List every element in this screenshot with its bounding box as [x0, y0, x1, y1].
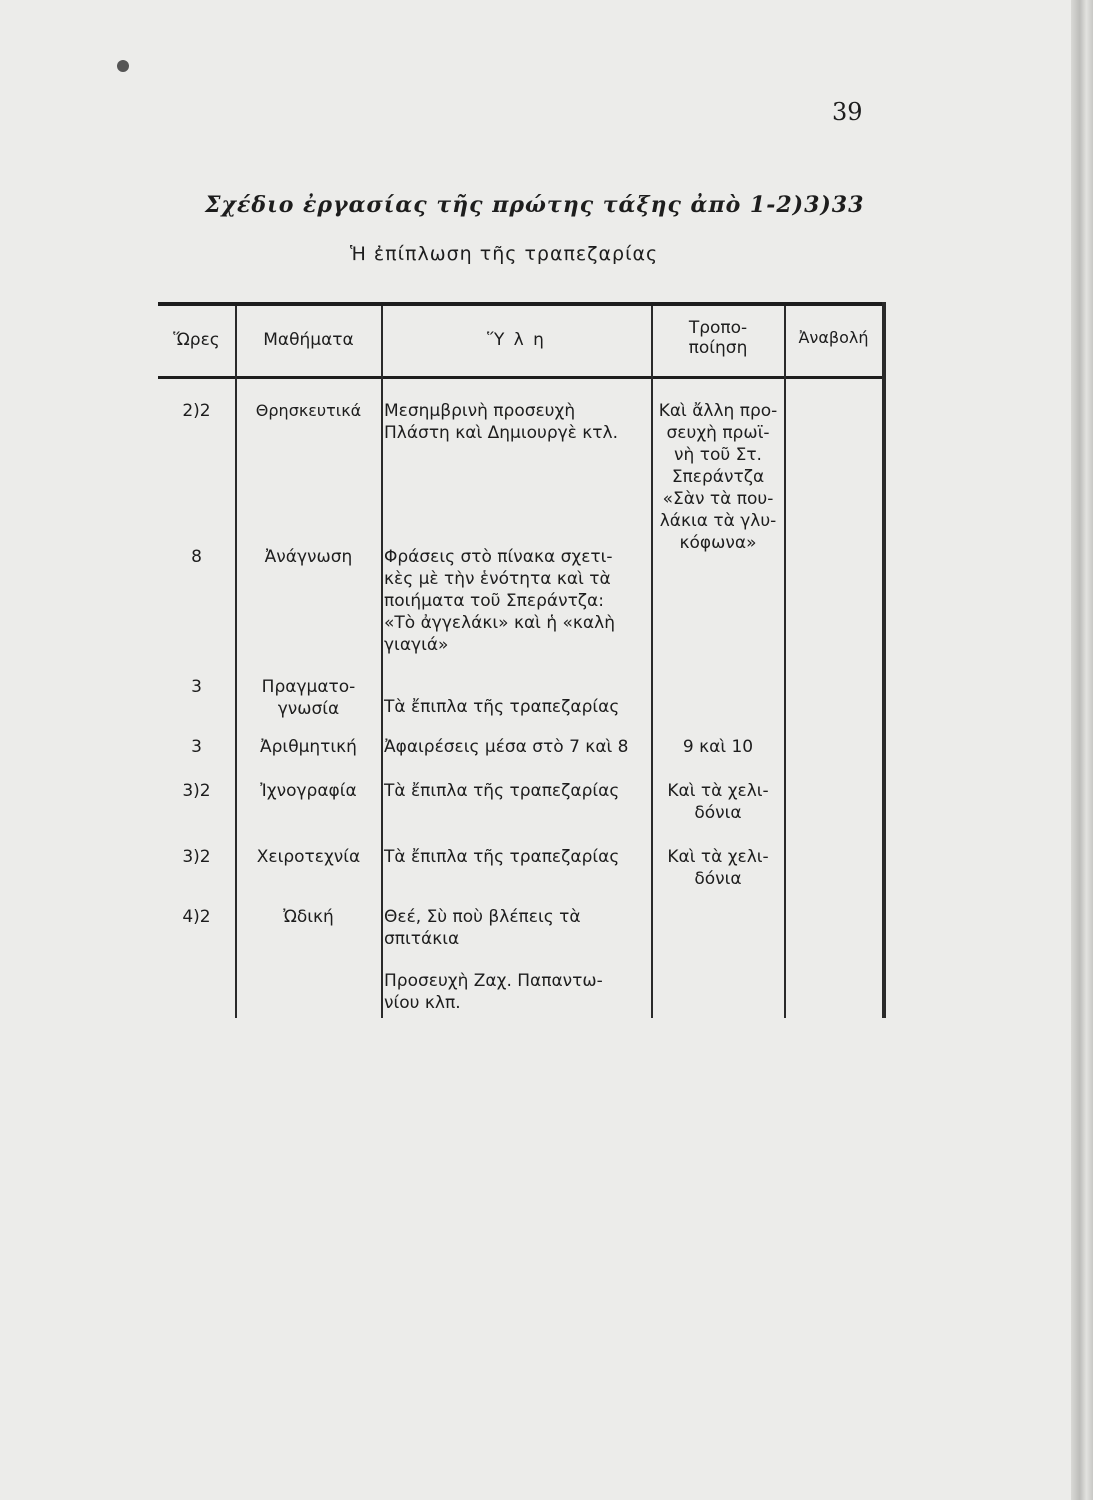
- table-right-border: [882, 302, 886, 1018]
- row-hours: 3)2: [182, 847, 211, 867]
- row-modification: [652, 400, 784, 554]
- column-divider: [784, 306, 786, 1018]
- header-modification-line: Τροπο-: [688, 318, 748, 338]
- material-line: Τὰ ἔπιπλα τῆς τραπεζαρίας: [384, 847, 620, 867]
- modification-line: λάκια τὰ γλυ-: [659, 511, 777, 531]
- modification-line: Καὶ τὰ χελι-: [667, 847, 769, 867]
- header-postponement: Ἀναβολή: [798, 328, 869, 347]
- header-material: Ὕ λ η: [487, 330, 546, 350]
- modification-line: δόνια: [694, 803, 742, 823]
- row-material: [384, 780, 649, 802]
- row-material: [384, 846, 649, 868]
- row-subject: [236, 676, 381, 720]
- row-subject: Θρησκευτικά: [255, 401, 362, 420]
- row-subject: Ὠδική: [283, 907, 334, 927]
- material-line: «Τὸ ἀγγελάκι» καὶ ἡ «καλὴ: [384, 613, 615, 633]
- material-line: Πλάστη καὶ Δημιουργὲ κτλ.: [384, 423, 618, 443]
- row-material: [384, 546, 649, 656]
- row-subject: Ἀριθμητική: [260, 737, 357, 757]
- row-subject: Ἰχνογραφία: [260, 781, 357, 801]
- page-number: 39: [832, 98, 863, 126]
- modification-line: Σπεράντζα: [671, 467, 765, 487]
- row-hours: 3: [191, 677, 202, 697]
- row-hours: 3: [191, 737, 202, 757]
- material-line: Θεέ, Σὺ ποὺ βλέπεις τὰ: [384, 907, 581, 927]
- row-hours: 4)2: [182, 907, 211, 927]
- row-modification: [652, 780, 784, 824]
- row-material: [384, 696, 649, 718]
- row-hours: 8: [191, 547, 202, 567]
- header-modification: [652, 318, 784, 358]
- subject-line: γνωσία: [277, 699, 340, 719]
- page-edge: [1071, 0, 1093, 1500]
- page-title: Σχέδιο ἐργασίας τῆς πρώτης τάξης ἀπὸ 1-2)3)33: [205, 192, 865, 218]
- row-modification: [652, 846, 784, 890]
- row-material: [384, 906, 649, 950]
- row-hours: 3)2: [182, 781, 211, 801]
- material-line: γιαγιά»: [384, 635, 449, 655]
- row-material-extra: [384, 970, 649, 1014]
- row-material: [384, 400, 649, 444]
- material-line: σπιτάκια: [384, 929, 460, 949]
- material-line: κὲς μὲ τὴν ἑνότητα καὶ τὰ: [384, 569, 611, 589]
- row-modification: [652, 736, 784, 758]
- material-line: Μεσημβρινὴ προσευχὴ: [384, 401, 576, 421]
- modification-line: 9 καὶ 10: [682, 737, 754, 757]
- row-subject: Χειροτεχνία: [256, 847, 361, 867]
- header-hours: Ὥρες: [173, 330, 220, 350]
- lesson-plan-table: [158, 302, 886, 1018]
- row-subject: Ἀνάγνωση: [264, 547, 353, 567]
- material-line: Φράσεις στὸ πίνακα σχετι-: [384, 547, 613, 567]
- modification-line: δόνια: [694, 869, 742, 889]
- subject-line: Πραγματο-: [261, 677, 356, 697]
- row-hours: 2)2: [182, 401, 211, 421]
- header-modification-line: ποίηση: [688, 338, 748, 358]
- modification-line: νὴ τοῦ Στ.: [674, 445, 762, 465]
- ink-spot: [117, 60, 129, 72]
- modification-line: κόφωνα»: [679, 533, 757, 553]
- material-line: Τὰ ἔπιπλα τῆς τραπεζαρίας: [384, 781, 620, 801]
- table-header-rule: [158, 376, 886, 379]
- material-line: Τὰ ἔπιπλα τῆς τραπεζαρίας: [384, 697, 620, 717]
- modification-line: «Σὰν τὰ που-: [662, 489, 774, 509]
- page-subtitle: Ἡ ἐπίπλωση τῆς τραπεζαρίας: [350, 243, 659, 265]
- row-material: [384, 736, 649, 758]
- material-line: ποιήματα τοῦ Σπεράντζα:: [384, 591, 604, 611]
- modification-line: Καὶ τὰ χελι-: [667, 781, 769, 801]
- column-divider: [381, 306, 383, 1018]
- material-line: Ἀφαιρέσεις μέσα στὸ 7 καὶ 8: [384, 737, 629, 757]
- table-top-rule: [158, 302, 886, 306]
- header-subjects: Μαθήματα: [263, 330, 354, 350]
- material-line: Προσευχὴ Ζαχ. Παπαντω-: [384, 971, 603, 991]
- modification-line: Καὶ ἄλλη προ-: [658, 401, 778, 421]
- modification-line: σευχὴ πρωϊ-: [666, 423, 770, 443]
- material-line: νίου κλπ.: [384, 993, 461, 1013]
